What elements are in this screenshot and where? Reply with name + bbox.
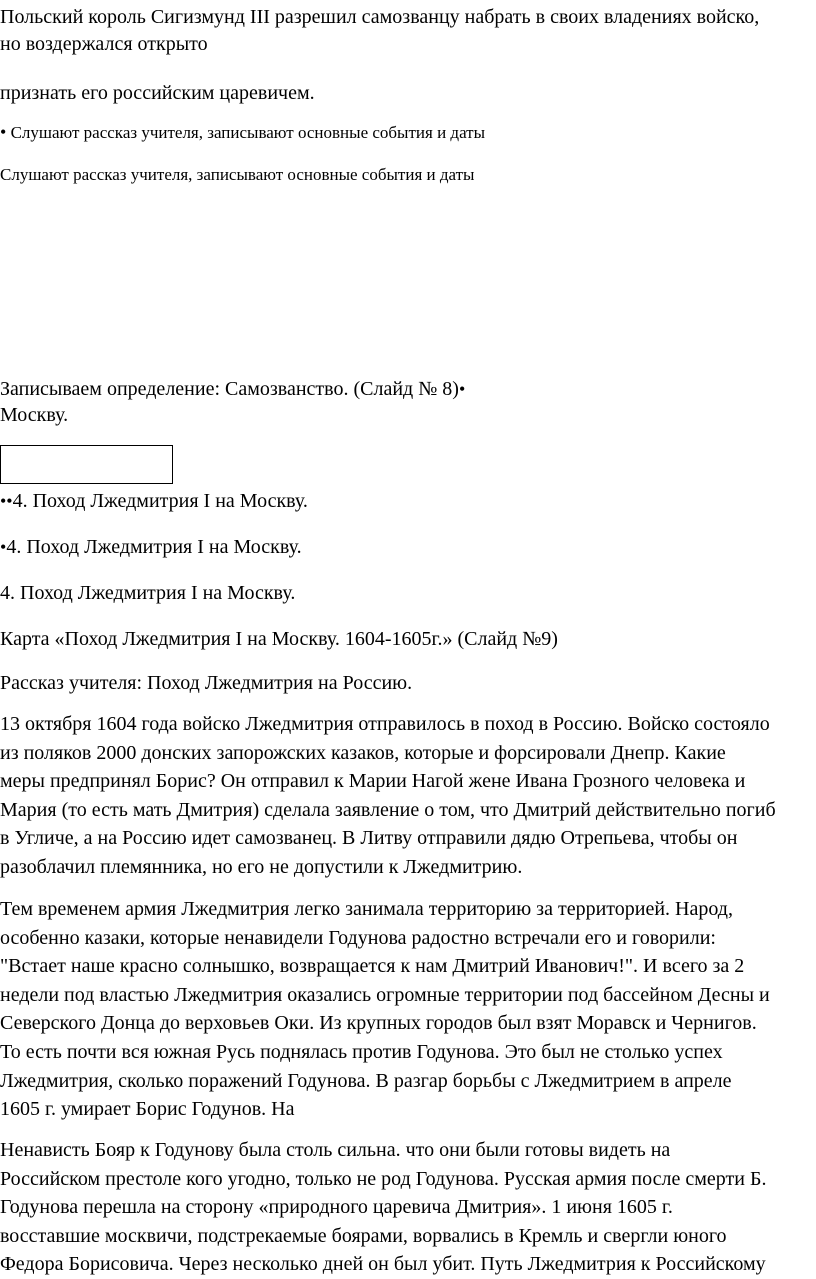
- paragraph-line: Мария (то есть мать Дмитрия) сделала заявление о том, что Дмитрий действительно погиб: [0, 798, 776, 821]
- paragraph-line: "Встает наше красно солнышко, возвращается к нам Дмитрий Иванович!". И всего за 2: [0, 955, 745, 978]
- intro-line-2: но воздержался открыто: [0, 33, 208, 55]
- paragraph-line: То есть почти вся южная Русь поднялась против Годунова. Это был не столько успех: [0, 1040, 723, 1063]
- heading-text: 4. Поход Лжедмитрия I на Москву.: [12, 490, 308, 512]
- definition-text: Записываем определение: Самозванство. (Слайд № 8): [0, 378, 459, 400]
- paragraph-line: 13 октября 1604 года войско Лжедмитрия отправилось в поход в Россию. Войско состояло: [0, 713, 770, 735]
- heading-single-bullet: [0, 534, 302, 560]
- paragraph-line: разоблачил племянника, но его не допустили к Лжедмитрию.: [0, 855, 523, 878]
- listen-plain-line: Слушают рассказ учителя, записывают основные события и даты: [0, 165, 475, 184]
- heading-double-bullet: [0, 488, 308, 514]
- double-bullet-icon: ••: [0, 491, 13, 511]
- definition-tail: Москву.: [0, 404, 69, 426]
- paragraph-3: [0, 1136, 816, 1279]
- paragraph-line: Северского Донца до верховьев Оки. Из крупных городов был взят Моравск и Чернигов.: [0, 1012, 757, 1035]
- definition-line: [0, 376, 465, 402]
- empty-text-box: [0, 445, 173, 484]
- paragraph-2: [0, 895, 816, 1124]
- intro-line-1: Польский король Сигизмунд III разрешил самозванцу набрать в своих владениях войско,: [0, 6, 760, 28]
- paragraph-line: Российском престоле кого угодно, только не род Годунова. Русская армия после смерти Б.: [0, 1167, 767, 1190]
- paragraph-line: восставшие москвичи, подстрекаемые боярами, ворвались в Кремль и свергли юного: [0, 1224, 727, 1247]
- paragraph-line: из поляков 2000 донских запорожских казаков, которые и форсировали Днепр. Какие: [0, 741, 726, 764]
- paragraph-line: в Угличе, а на Россию идет самозванец. В Литву отправили дядю Отрепьева, чтобы он: [0, 827, 738, 850]
- paragraph-line: Федора Борисовича. Через несколько дней он был убит. Путь Лжедмитрия к Российскому: [0, 1253, 766, 1276]
- paragraph-line: меры предпринял Борис? Он отправил к Марии Нагой жене Ивана Грозного человека и: [0, 770, 746, 793]
- paragraph-1: [0, 710, 816, 882]
- paragraph-line: Тем временем армия Лжедмитрия легко занимала территорию за территорией. Народ,: [0, 898, 733, 920]
- listen-bullet-line: [0, 121, 485, 144]
- paragraph-line: 1605 г. умирает Борис Годунов. На: [0, 1098, 295, 1121]
- teacher-story-title: Рассказ учителя: Поход Лжедмитрия на Россию.: [0, 672, 413, 694]
- paragraph-line: особенно казаки, которые ненавидели Годунова радостно встречали его и говорили:: [0, 926, 716, 949]
- paragraph-line: Лжедмитрия, сколько поражений Годунова. В разгар борьбы с Лжедмитрием в апреле: [0, 1069, 732, 1092]
- bullet-icon: •: [0, 537, 7, 557]
- map-caption: Карта «Поход Лжедмитрия I на Москву. 1604-1605г.» (Слайд №9): [0, 628, 558, 650]
- bullet-icon: •: [458, 379, 466, 399]
- intro-line-3: признать его российским царевичем.: [0, 82, 315, 104]
- heading-text: 4. Поход Лжедмитрия I на Москву.: [6, 536, 302, 558]
- paragraph-line: недели под властью Лжедмитрия оказались огромные территории под бассейном Десны и: [0, 983, 770, 1006]
- bullet-icon: •: [0, 122, 7, 142]
- paragraph-line: Ненависть Бояр к Годунову была столь сильна. что они были готовы видеть на: [0, 1139, 671, 1161]
- paragraph-line: Годунова перешла на сторону «природного царевича Дмитрия». 1 июня 1605 г.: [0, 1196, 673, 1219]
- listen-bullet-text: Слушают рассказ учителя, записывают основные события и даты: [10, 123, 486, 142]
- heading-plain: 4. Поход Лжедмитрия I на Москву.: [0, 582, 296, 604]
